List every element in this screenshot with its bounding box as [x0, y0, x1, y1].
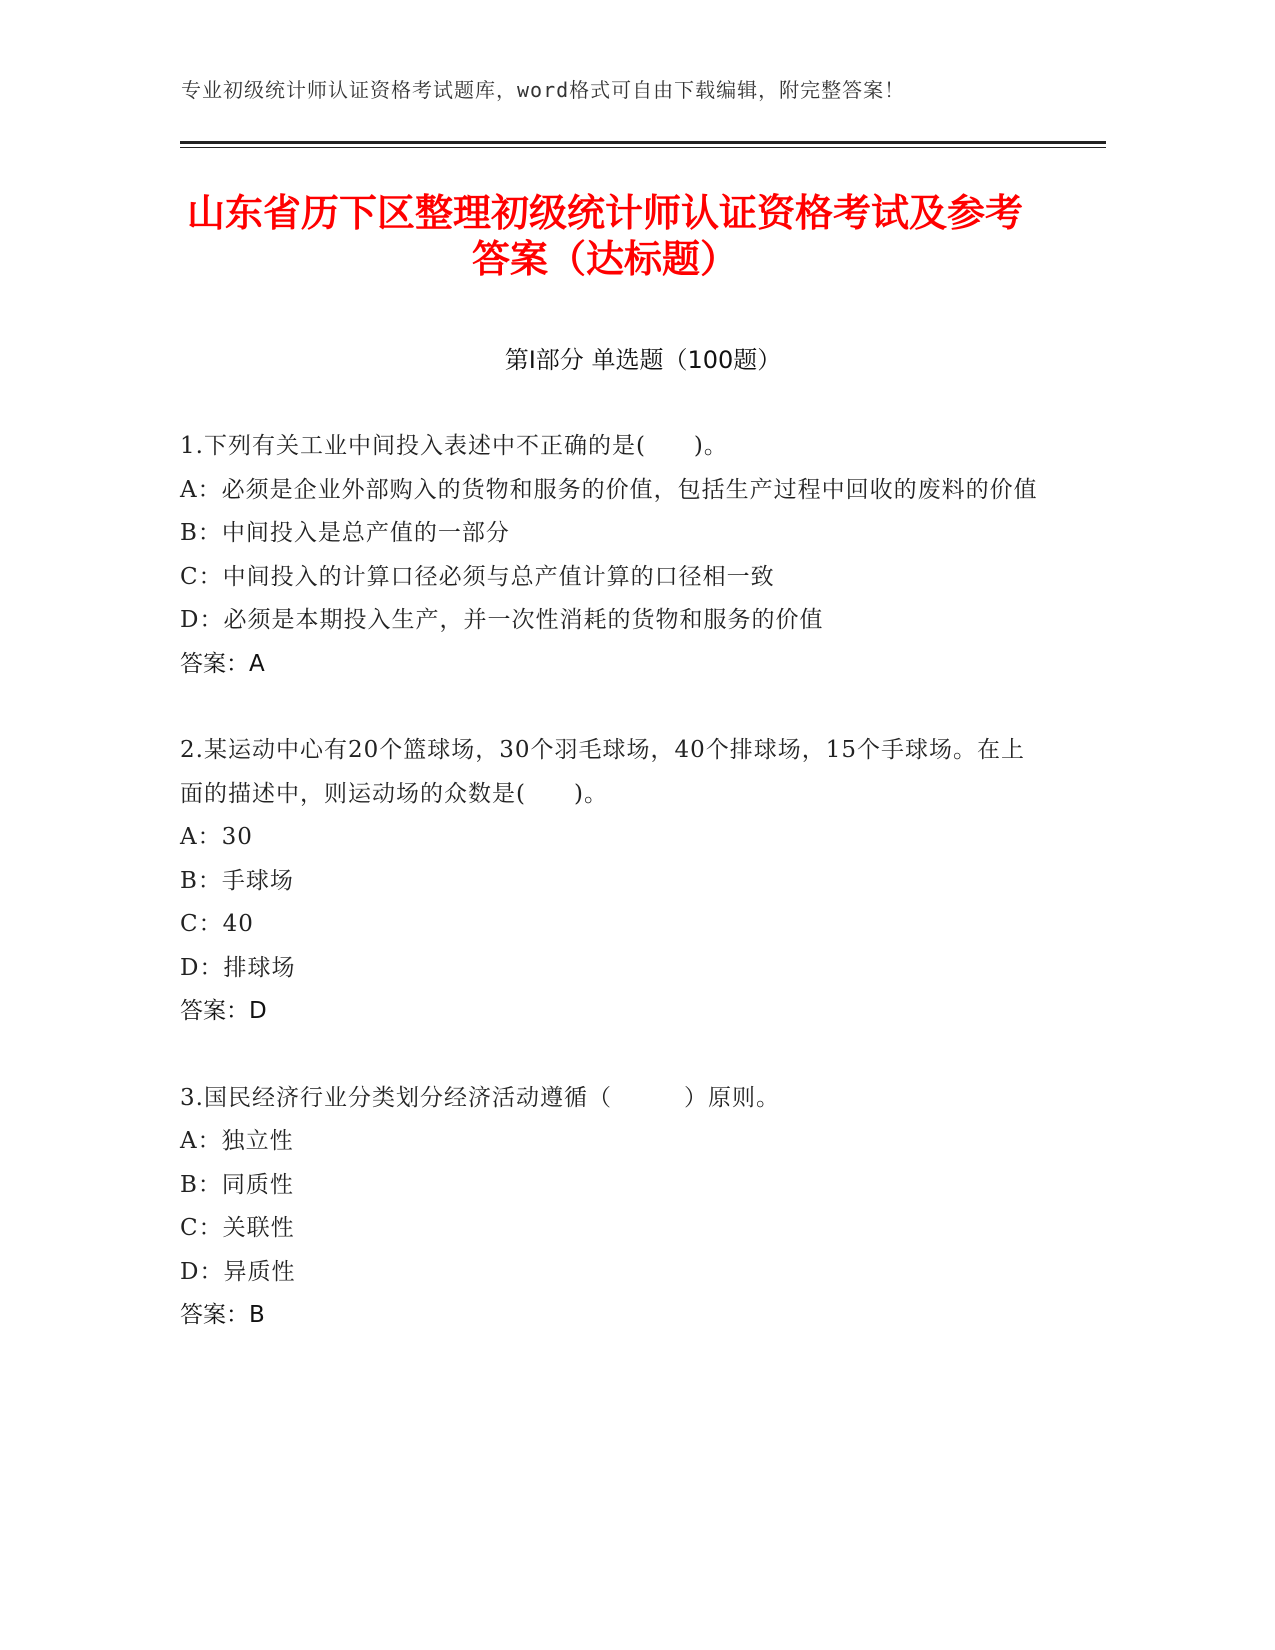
option-d: D：异质性: [180, 1258, 296, 1285]
question-1: [180, 425, 1040, 686]
header-rule-thick: [180, 141, 1106, 144]
option-a: A：30: [180, 824, 253, 850]
answer-line: 答案：A: [180, 650, 265, 677]
question-stem: 2.某运动中心有20个篮球场，30个羽毛球场，40个排球场，15个手球场。在上面的描述中，则运动场的众数是( )。: [180, 737, 1026, 807]
answer-line: 答案：D: [180, 998, 267, 1024]
question-list: [180, 425, 1040, 1381]
option-b: B：手球场: [180, 867, 294, 894]
option-d: D：必须是本期投入生产，并一次性消耗的货物和服务的价值: [180, 607, 824, 633]
section-title: 第Ⅰ部分 单选题（100题）: [504, 346, 782, 374]
header-rule-thin: [180, 147, 1106, 148]
option-a: A：必须是企业外部购入的货物和服务的价值，包括生产过程中回收的废料的价值: [180, 476, 1038, 503]
option-b: B：中间投入是总产值的一部分: [180, 520, 510, 546]
answer-line: 答案：B: [180, 1302, 265, 1328]
question-stem: 3.国民经济行业分类划分经济活动遵循（ ）原则。: [180, 1084, 780, 1111]
option-c: C：关联性: [180, 1215, 295, 1241]
question-2: [180, 729, 1040, 1034]
option-b: B：同质性: [180, 1171, 294, 1198]
option-c: C：中间投入的计算口径必须与总产值计算的口径相一致: [180, 563, 775, 590]
question-3: [180, 1077, 1040, 1338]
document-title: 山东省历下区整理初级统计师认证资格考试及参考答案（达标题）: [186, 191, 1023, 281]
question-stem: 1.下列有关工业中间投入表述中不正确的是( )。: [180, 433, 728, 459]
option-a: A：独立性: [180, 1128, 294, 1154]
header-note: 专业初级统计师认证资格考试题库，word格式可自由下载编辑，附完整答案！: [181, 78, 906, 102]
option-d: D：排球场: [180, 954, 296, 981]
option-c: C：40: [180, 911, 254, 937]
